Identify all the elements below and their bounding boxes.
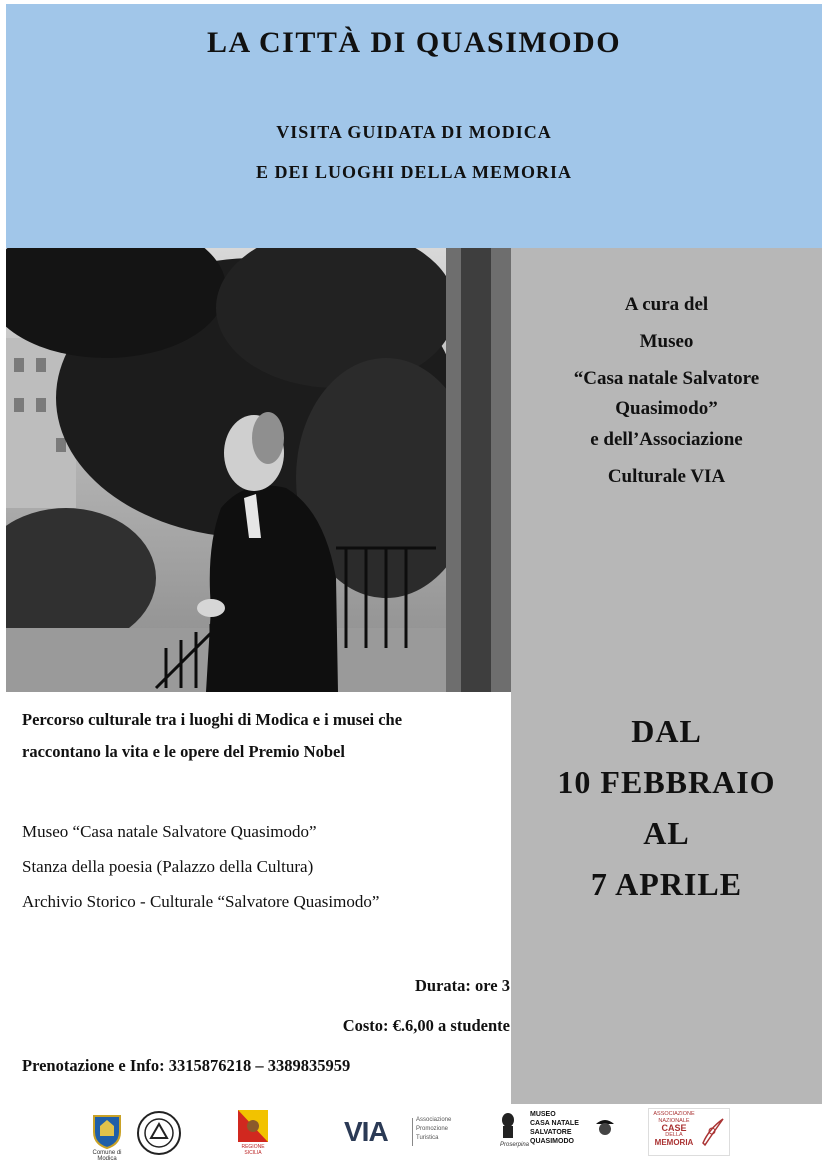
sidebar-panel — [511, 248, 822, 1104]
curator-line: Culturale VIA — [607, 466, 726, 487]
via-text-line: Turistica — [416, 1135, 439, 1141]
curator-line: Quasimodo” — [615, 398, 718, 419]
case-memoria-line: MEMORIA — [654, 1138, 694, 1147]
comune-modica-logo — [88, 1112, 126, 1162]
comune-label: Comune di Modica — [92, 1150, 122, 1162]
via-text-line: Associazione — [416, 1117, 452, 1123]
curator-line: Museo — [639, 331, 694, 352]
via-logo — [344, 1114, 464, 1150]
poster-title: LA CITTÀ DI QUASIMODO — [206, 26, 622, 59]
cost-text: Costo: €.6,00 a studente — [342, 1016, 510, 1035]
intro-text — [22, 704, 510, 768]
intro-line: raccontano la vita e le opere del Premio Nobel — [22, 742, 345, 761]
subtitle-line-1: VISITA GUIDATA DI MODICA — [276, 122, 552, 142]
case-memoria-text — [651, 1111, 697, 1146]
heritage-emblem-logo — [136, 1110, 182, 1156]
places-list — [22, 814, 379, 919]
place-item: Archivio Storico - Culturale “Salvatore Quasimodo” — [22, 892, 380, 911]
via-text-line: Promozione — [416, 1126, 449, 1132]
info-block — [22, 704, 510, 1075]
proserpina-label: Proserpina — [500, 1142, 530, 1148]
regione-label: REGIONE SICILIA — [241, 1144, 265, 1156]
case-memoria-line: ASSOCIAZIONE — [653, 1111, 695, 1117]
curator-line: e dell’Associazione — [590, 429, 743, 450]
date-line: 7 APRILE — [590, 866, 743, 902]
via-text — [416, 1116, 451, 1143]
header-banner — [6, 4, 822, 248]
booking-info: Prenotazione e Info: 3315876218 – 3389835959 — [22, 1056, 351, 1075]
curator-block — [511, 286, 822, 495]
case-memoria-logo — [648, 1108, 730, 1156]
curator-line: “Casa natale Salvatore — [573, 368, 760, 389]
duration-text: Durata: ore 3 — [414, 976, 510, 995]
logo-strip — [6, 1104, 822, 1162]
portrait-icon — [594, 1116, 616, 1138]
case-memoria-line: DELLA — [665, 1132, 683, 1138]
museo-text-line: MUSEO — [530, 1111, 556, 1118]
date-line: 10 FEBBRAIO — [557, 764, 776, 800]
curator-line: A cura del — [624, 294, 709, 315]
intro-line: Percorso culturale tra i luoghi di Modica e i musei che — [22, 710, 403, 729]
date-line: AL — [643, 815, 690, 851]
date-block — [511, 706, 822, 910]
case-memoria-line: NAZIONALE — [658, 1118, 690, 1124]
museo-text-line: CASA NATALE — [530, 1120, 579, 1127]
quill-icon — [699, 1115, 725, 1147]
subtitle-line-2: E DEI LUOGHI DELLA MEMORIA — [255, 162, 573, 182]
museo-casa-natale-logo — [500, 1108, 618, 1152]
date-line: DAL — [631, 713, 702, 749]
case-memoria-line: CASE — [661, 1123, 687, 1133]
via-divider — [412, 1118, 413, 1146]
museo-text-line: QUASIMODO — [530, 1138, 574, 1145]
place-item: Stanza della poesia (Palazzo della Cultura) — [22, 857, 314, 876]
regione-sicilia-logo — [236, 1108, 270, 1156]
place-item: Museo “Casa natale Salvatore Quasimodo” — [22, 822, 317, 841]
quasimodo-photo — [6, 248, 511, 692]
museo-text — [530, 1110, 579, 1146]
poster — [6, 4, 822, 1162]
museo-text-line: SALVATORE — [530, 1129, 572, 1136]
via-mark: VIA — [344, 1116, 388, 1147]
